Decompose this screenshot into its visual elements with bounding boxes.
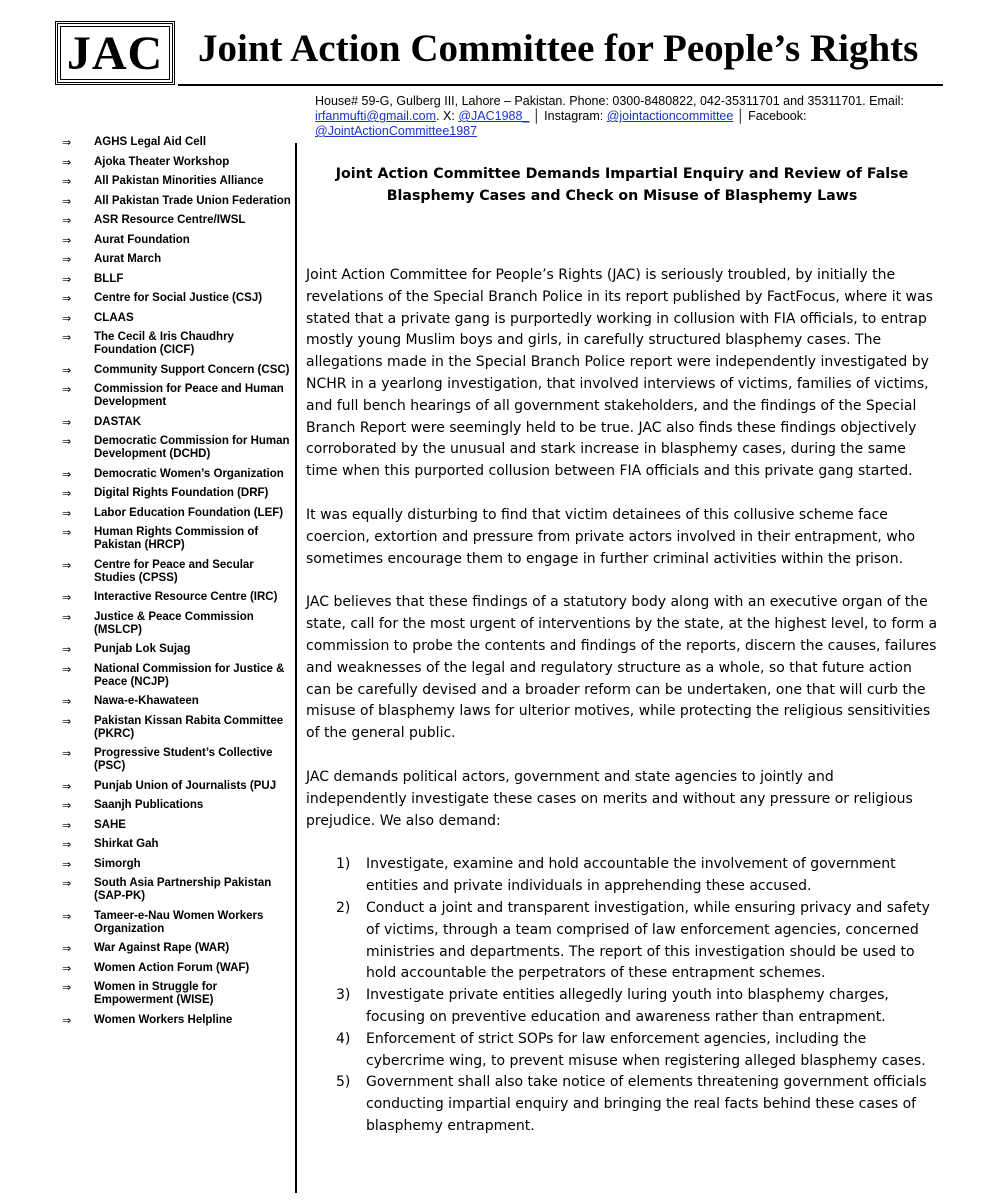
member-organization-item (62, 487, 294, 500)
member-organization-item (62, 435, 294, 461)
member-organization-item (62, 1014, 294, 1027)
member-organization-name: South Asia Partnership Pakistan (SAP-PK) (94, 877, 272, 902)
address-text: House# 59-G, Gulberg III, Lahore – Pakistan. Phone: 0300-8480822, 042-35311701 and 35311701. Email: (315, 94, 904, 108)
x-label: . X: (436, 109, 455, 123)
arrow-icon: ⇒ (62, 363, 72, 377)
arrow-icon: ⇒ (62, 909, 72, 923)
arrow-icon: ⇒ (62, 591, 72, 604)
contact-info (315, 94, 935, 139)
member-organization-item (62, 234, 294, 247)
member-organization-name: Community Support Concern (CSC) (94, 363, 290, 376)
paragraph: It was equally disturbing to find that victim detainees of this collusive scheme face coercion, extortion and pressure from private actors involved in their entrapment, who sometimes encourage them to engage in further criminal activities within the prison. (306, 506, 916, 567)
demand-text: Conduct a joint and transparent investigation, while ensuring privacy and safety of victims, through a team comprised of law enforcement agencies, concerned ministries and departments. The report of this investigation should be used to hold accountable the perpetrators of these entrapment schemes. (366, 899, 930, 982)
member-organization-name: CLAAS (94, 311, 134, 324)
member-organization-name: Aurat Foundation (94, 233, 190, 246)
member-organization-name: BLLF (94, 272, 124, 285)
arrow-icon: ⇒ (62, 487, 72, 500)
member-organization-item (62, 695, 294, 708)
member-organization-item (62, 273, 294, 286)
arrow-icon: ⇒ (62, 292, 72, 305)
member-organizations-list (62, 136, 294, 1033)
member-organization-item (62, 780, 294, 793)
arrow-icon: ⇒ (62, 526, 72, 539)
member-organization-item (62, 416, 294, 429)
arrow-icon: ⇒ (62, 714, 72, 728)
demand-number: 5) (336, 1074, 351, 1091)
member-organization-item (62, 838, 294, 851)
member-organization-name: Interactive Resource Centre (IRC) (94, 591, 278, 603)
arrow-icon: ⇒ (62, 435, 72, 448)
arrow-icon: ⇒ (62, 877, 72, 890)
member-organization-item (62, 962, 294, 975)
paragraph: Joint Action Committee for People’s Rights (JAC) is seriously troubled, by initially the revelations of the Special Branch Police in its report published by FactFocus, where it was stated that a private gang is purportedly working in collusion with FIA officials, to entrap mostly young Muslim boys and girls, in carefully structured blasphemy cases. The allegations made in the Special Branch Police report were independently investigated by NCHR in a yearlong investigation, that involved interviews of victims, families of victims, and full bench hearings of all government stakeholders, and the findings of the Special Branch Report were seemingly held to be true. JAC also finds these findings objectively corroborated by the unusual and stark increase in blasphemy cases, during the same time when this purported collusion between FIA officials and this private gang started. (306, 267, 933, 480)
member-organization-name: Ajoka Theater Workshop (94, 155, 230, 168)
member-organization-item (62, 364, 294, 377)
member-organization-name: Democratic Commission for Human Development (DCHD) (94, 435, 290, 460)
member-organization-name: Nawa-e-Khawateen (94, 695, 199, 707)
member-organization-name: Simorgh (94, 857, 141, 870)
member-organization-name: Shirkat Gah (94, 838, 159, 850)
member-organization-name: All Pakistan Trade Union Federation (94, 194, 291, 207)
member-organization-name: The Cecil & Iris Chaudhry Foundation (CICF) (94, 331, 234, 356)
arrow-icon: ⇒ (62, 467, 72, 481)
arrow-icon: ⇒ (62, 942, 72, 955)
header-divider (178, 84, 943, 86)
member-organization-name: DASTAK (94, 415, 142, 428)
member-organization-item (62, 507, 294, 520)
member-organization-item (62, 156, 294, 169)
arrow-icon: ⇒ (62, 214, 72, 227)
arrow-icon: ⇒ (62, 558, 72, 572)
member-organization-item (62, 292, 294, 305)
demand-item (306, 985, 938, 1029)
member-organization-item (62, 383, 294, 409)
press-release-heading: Joint Action Committee Demands Impartial Enquiry and Review of False Blasphemy Cases and Check on Misuse of Blasphemy Laws (335, 166, 909, 204)
arrow-icon: ⇒ (62, 799, 72, 812)
paragraph: JAC demands political actors, government and state agencies to jointly and independently investigate these cases on merits and without any pressure or religious prejudice. We also demand: (306, 768, 913, 829)
member-organization-item (62, 877, 294, 903)
member-organization-item (62, 611, 294, 637)
member-organization-name: Human Rights Commission of Pakistan (HRCP) (94, 526, 259, 551)
member-organization-name: All Pakistan Minorities Alliance (94, 175, 264, 187)
demand-text: Investigate private entities allegedly luring youth into blasphemy charges, focusing on preventive education and awareness rather than entrapment. (366, 987, 889, 1025)
arrow-icon: ⇒ (62, 981, 72, 994)
member-organization-name: Saanjh Publications (94, 799, 204, 811)
member-organization-name: War Against Rape (WAR) (94, 942, 230, 954)
member-organization-item (62, 747, 294, 773)
member-organization-item (62, 136, 294, 149)
member-organization-item (62, 175, 294, 188)
arrow-icon: ⇒ (62, 818, 72, 832)
member-organization-name: ASR Resource Centre/IWSL (94, 214, 246, 226)
arrow-icon: ⇒ (62, 136, 72, 149)
member-organization-name: Democratic Women’s Organization (94, 467, 284, 480)
arrow-icon: ⇒ (62, 194, 72, 208)
arrow-icon: ⇒ (62, 695, 72, 708)
member-organization-name: National Commission for Justice & Peace (NCJP) (94, 662, 285, 688)
member-organization-item (62, 312, 294, 325)
demand-number: 2) (336, 899, 351, 916)
member-organization-name: Punjab Lok Sujag (94, 643, 191, 655)
organization-title: Joint Action Committee for People’s Rights (198, 27, 919, 70)
email-link[interactable]: irfanmufti@gmail.com (315, 109, 437, 123)
member-organization-name: Women Action Forum (WAF) (94, 961, 250, 974)
demand-item (306, 854, 938, 898)
demand-number: 3) (336, 987, 351, 1004)
demand-item (306, 1029, 938, 1073)
facebook-label: │ Facebook: (736, 109, 807, 123)
member-organization-name: Progressive Student’s Collective (PSC) (94, 747, 273, 772)
demand-number: 4) (336, 1030, 351, 1047)
arrow-icon: ⇒ (62, 175, 72, 188)
member-organization-name: Punjab Union of Journalists (PUJ (94, 779, 277, 792)
member-organization-item (62, 331, 294, 357)
x-handle-link[interactable]: @JAC1988_ (458, 109, 530, 123)
member-organization-item (62, 643, 294, 656)
member-organization-item (62, 559, 294, 585)
arrow-icon: ⇒ (62, 331, 72, 344)
member-organization-name: SAHE (94, 818, 126, 831)
member-organization-item (62, 942, 294, 955)
member-organization-item (62, 468, 294, 481)
arrow-icon: ⇒ (62, 838, 72, 851)
member-organization-item (62, 214, 294, 227)
member-organization-item (62, 819, 294, 832)
demand-number: 1) (336, 856, 351, 873)
arrow-icon: ⇒ (62, 253, 72, 266)
demand-item (306, 898, 938, 985)
member-organization-name: Tameer-e-Nau Women Workers Organization (94, 909, 264, 935)
member-organization-item (62, 981, 294, 1007)
arrow-icon: ⇒ (62, 311, 72, 325)
instagram-link[interactable]: @jointactioncommittee (606, 109, 734, 123)
demands-list (306, 854, 938, 1137)
member-organization-name: Justice & Peace Commission (MSLCP) (94, 610, 254, 636)
member-organization-item (62, 858, 294, 871)
demand-text: Investigate, examine and hold accountable the involvement of government entities and private individuals in apprehending these accused. (366, 856, 896, 895)
facebook-link[interactable]: @JointActionCommittee1987 (315, 124, 478, 138)
press-release (306, 163, 938, 1138)
demand-text: Enforcement of strict SOPs for law enforcement agencies, including the cybercrime wing, to prevent misuse when registering alleged blasphemy cases. (366, 1030, 926, 1069)
jac-logo: JAC (55, 21, 175, 85)
member-organization-name: Centre for Social Justice (CSJ) (94, 292, 263, 304)
member-organization-name: Digital Rights Foundation (DRF) (94, 487, 269, 499)
member-organization-name: Labor Education Foundation (LEF) (94, 506, 284, 519)
member-organization-name: Women in Struggle for Empowerment (WISE) (94, 981, 218, 1006)
arrow-icon: ⇒ (62, 415, 72, 429)
instagram-label: │ Instagram: (532, 109, 604, 123)
paragraph: JAC believes that these findings of a statutory body along with an executive organ of the state, call for the most urgent of interventions by the state, at the highest level, to form a commission to probe the contents and findings of the reports, discern the causes, failures and weaknesses of the legal and regulatory structure as a whole, so that future action can be carefully devised and a broader reform can be undertaken, one that will curb the misuse of blasphemy laws for ulterior motives, while protecting the religious sensitivities of the general public. (306, 594, 938, 742)
member-organization-item (62, 799, 294, 812)
member-organization-name: Women Workers Helpline (94, 1013, 233, 1026)
member-organization-name: Aurat March (94, 253, 162, 265)
member-organization-item (62, 195, 294, 208)
arrow-icon: ⇒ (62, 383, 72, 396)
member-organization-name: AGHS Legal Aid Cell (94, 136, 207, 148)
member-organization-name: Commission for Peace and Human Development (94, 383, 284, 408)
sidebar-divider (295, 143, 297, 1193)
arrow-icon: ⇒ (62, 779, 72, 793)
arrow-icon: ⇒ (62, 961, 72, 975)
arrow-icon: ⇒ (62, 857, 72, 871)
arrow-icon: ⇒ (62, 1013, 72, 1027)
arrow-icon: ⇒ (62, 610, 72, 624)
member-organization-item (62, 526, 294, 552)
member-organization-name: Pakistan Kissan Rabita Committee (PKRC) (94, 714, 284, 740)
demand-item (306, 1072, 938, 1137)
demand-text: Government shall also take notice of elements threatening government officials conducting impartial enquiry and bringing the real facts behind these cases of blasphemy entrapment. (366, 1074, 927, 1134)
arrow-icon: ⇒ (62, 747, 72, 760)
arrow-icon: ⇒ (62, 662, 72, 676)
member-organization-item (62, 253, 294, 266)
member-organization-item (62, 591, 294, 604)
member-organization-item (62, 910, 294, 936)
member-organization-item (62, 715, 294, 741)
member-organization-name: Centre for Peace and Secular Studies (CPSS) (94, 558, 254, 584)
arrow-icon: ⇒ (62, 272, 72, 286)
member-organization-item (62, 663, 294, 689)
arrow-icon: ⇒ (62, 233, 72, 247)
arrow-icon: ⇒ (62, 643, 72, 656)
arrow-icon: ⇒ (62, 506, 72, 520)
arrow-icon: ⇒ (62, 155, 72, 169)
